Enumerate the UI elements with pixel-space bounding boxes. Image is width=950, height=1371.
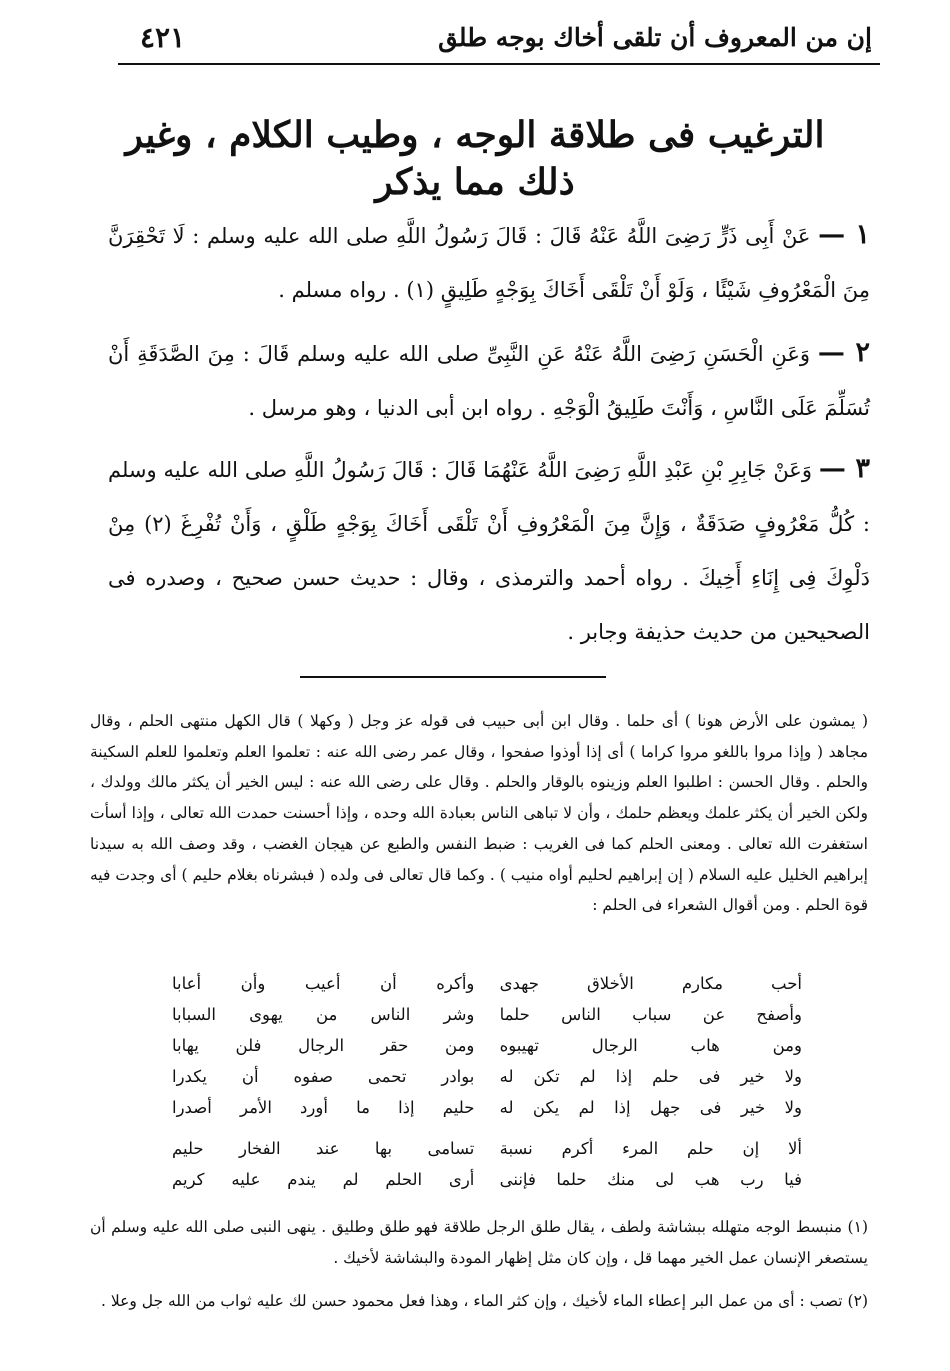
verse-first-hemistich: ألا إن حلم المرء أكرم نسبة: [499, 1139, 802, 1158]
footnote-1: (١) منبسط الوجه متهلله ببشاشة ولطف ، يقال طلق الرجل طلاقة فهو طلق وطليق . ينهى النبى صلى الله عليه وسلم أن يستصغر الإنسان عمل الخير مهما قل ، وإن كان مثل إظهار المودة والبشاشة لأخيك .: [90, 1218, 868, 1267]
verse-first-hemistich: ومن هاب الرجال تهيبوه: [499, 1036, 802, 1055]
hadith-number: ١ —: [818, 219, 871, 250]
section-title: الترغيب فى طلاقة الوجه ، وطيب الكلام ، وغير ذلك مما يذكر: [125, 114, 825, 203]
verse-first-hemistich: ولا خير فى حلم إذا لم تكن له: [499, 1067, 802, 1086]
poem-verse: [172, 1133, 802, 1164]
hadith-2: [108, 326, 870, 435]
verse-first-hemistich: وأصفح عن سباب الناس حلما: [499, 1005, 802, 1024]
verse-first-hemistich: أحب مكارم الأخلاق جهدى: [499, 974, 802, 993]
poem-verse: [172, 1092, 802, 1123]
hadith-3: [108, 442, 870, 659]
poem-verse: [172, 968, 802, 999]
hadith-number: ٢ —: [817, 337, 870, 368]
verse-second-hemistich: وشر الناس من يهوى السبابا: [172, 1005, 475, 1024]
poem: [172, 968, 802, 1195]
verse-first-hemistich: ولا خير فى جهل إذا لم يكن له: [499, 1098, 802, 1117]
hadith-text: وَعَنِ الْحَسَنِ رَضِىَ اللَّهُ عَنْهُ عَنِ النَّبِىِّ صلى الله عليه وسلم قَالَ : مِنَ الصَّدَقَةِ أَنْ تُسَلِّمَ عَلَى النَّاسِ ، وَأَنْتَ طَلِيقُ الْوَجْهِ . رواه ابن أبى الدنيا ، وهو مرسل .: [108, 342, 870, 420]
poem-verse: [172, 999, 802, 1030]
commentary-note: ( يمشون على الأرض هونا ) أى حلما . وقال ابن أبى حبيب فى قوله عز وجل ( وكهلا ) قال الكهل منتهى الحلم ، وقال مجاهد ( وإذا مروا باللغو مروا كراما ) أى إذا أوذوا صفحوا ، وقال عمر رضى الله عنه : تعلموا العلم وتعلموا للعلم السكينة والحلم . وقال الحسن : اطلبوا العلم وزينوه بالوقار والحلم . وقال على رضى الله عنه : ليس الخير أن يكثر مالك وولدك ، ولكن الخير أن يكثر علمك ويعظم حلمك ، وأن لا تباهى الناس بعبادة الله وحده ، وإذا أحسنت حمدت الله تعالى ، وإذا أسأت استغفرت الله تعالى . ومعنى الحلم كما فى الغريب : ضبط النفس والطبع عن هيجان الغضب ، وقد وصف الله به سيدنا إبراهيم الخليل عليه السلام ( إن إبراهيم لحليم أواه منيب ) . وكما قال تعالى فى ولده ( فبشرناه بغلام حليم ) أى وجدت فيه قوة الحلم . ومن أقوال الشعراء فى الحلم :: [90, 712, 868, 915]
verse-second-hemistich: أرى الحلم لم يندم عليه كريم: [172, 1170, 475, 1189]
running-title: إن من المعروف أن تلقى أخاك بوجه طلق: [438, 22, 872, 52]
poem-verse: [172, 1030, 802, 1061]
poem-verse: [172, 1061, 802, 1092]
page-number: ٤٢١: [140, 20, 186, 54]
verse-first-hemistich: فيا رب هب لى منك حلما فإننى: [499, 1170, 802, 1189]
verse-second-hemistich: تسامى بها عند الفخار حليم: [172, 1139, 475, 1158]
page-header: [140, 14, 872, 60]
hadith-number: ٣ —: [818, 453, 870, 484]
header-rule: [118, 63, 880, 65]
verse-second-hemistich: ومن حقر الرجال فلن يهابا: [172, 1036, 475, 1055]
verse-second-hemistich: حليم إذا ما أورد الأمر أصدرا: [172, 1098, 475, 1117]
poem-verse: [172, 1164, 802, 1195]
hadith-1: [108, 208, 870, 317]
hadith-text: وَعَنْ جَابِرِ بْنِ عَبْدِ اللَّهِ رَضِىَ اللَّهُ عَنْهُمَا قَالَ : قَالَ رَسُولُ اللَّهِ صلى الله عليه وسلم : كُلُّ مَعْرُوفٍ صَدَقَةٌ ، وَإِنَّ مِنَ الْمَعْرُوفِ أَنْ تَلْقَى أَخَاكَ بِوَجْهٍ طَلْقٍ ، وَأَنْ تُفْرِغَ (٢) مِنْ دَلْوِكَ فِى إِنَاءِ أَخِيكَ . رواه أحمد والترمذى ، وقال : حديث حسن صحيح ، وصدره فى الصحيحين من حديث حذيفة وجابر .: [108, 458, 870, 644]
hadith-text: عَنْ أَبِى ذَرٍّ رَضِىَ اللَّهُ عَنْهُ قَالَ : قَالَ رَسُولُ اللَّهِ صلى الله عليه وسلم : لَا تَحْقِرَنَّ مِنَ الْمَعْرُوفِ شَيْئًا ، وَلَوْ أَنْ تَلْقَى أَخَاكَ بِوَجْهٍ طَلِيقٍ (١) . رواه مسلم .: [108, 224, 870, 302]
verse-second-hemistich: وأكره أن أعيب وأن أعابا: [172, 974, 475, 993]
footnote-2: (٢) تصب : أى من عمل البر إعطاء الماء لأخيك ، وإن كثر الماء ، وهذا فعل محمود حسن لك عليه ثواب من الله جل وعلا .: [100, 1292, 868, 1310]
verse-second-hemistich: بوادر تحمى صفوه أن يكدرا: [172, 1067, 475, 1086]
footnote-separator: [300, 676, 606, 678]
stanza-gap: [172, 1123, 802, 1133]
